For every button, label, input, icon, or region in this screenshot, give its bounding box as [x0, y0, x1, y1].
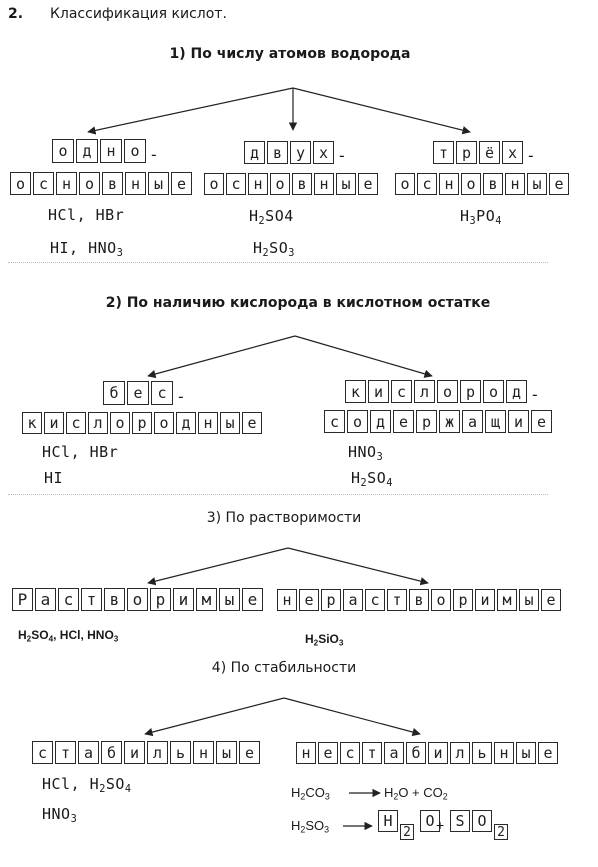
letter-box: е: [531, 410, 552, 433]
section-2-heading: 2) По наличию кислорода в кислотном остатке: [105, 295, 491, 311]
letter-box: д: [244, 141, 265, 164]
letter-box: и: [475, 589, 495, 611]
s3-group-2-word: [277, 589, 563, 611]
letter-box: в: [409, 589, 429, 611]
boxed-word: [32, 741, 262, 764]
letter-box: м: [497, 589, 517, 611]
boxed-word: [296, 742, 560, 764]
reaction-1-reactant: $H_2CO_3$: [291, 785, 330, 802]
letter-box: у: [290, 141, 311, 164]
letter-box: о: [437, 380, 458, 403]
letter-box: с: [32, 741, 53, 764]
letter-box: р: [132, 412, 152, 434]
task-title: Классификация кислот.: [49, 6, 227, 22]
boxed-word: [52, 139, 148, 163]
s2-group-2-word2: [324, 410, 554, 433]
letter-box: е: [239, 741, 260, 764]
letter-box: ы: [519, 589, 539, 611]
boxed-word: [204, 173, 380, 195]
s1-g2-formula-1: $H_2SO4$: [249, 207, 294, 228]
letter-box: е: [393, 410, 414, 433]
letter-box: р: [453, 589, 473, 611]
s3-g1-formula-1: $H_2SO_4$, HCl, $HNO_3$: [18, 628, 119, 644]
letter-box: л: [414, 380, 435, 403]
letter-box: и: [173, 588, 194, 611]
s1-g3-formula-1: $H_3PO_4$: [460, 207, 502, 228]
letter-box: ы: [336, 173, 356, 195]
s1-group-2-word2: [204, 173, 380, 195]
letter-box: о: [154, 412, 174, 434]
letter-box: е: [549, 173, 569, 195]
reaction-1-products: $H_2O + CO_2$: [384, 785, 448, 802]
letter-box: Р: [12, 588, 33, 611]
letter-box: 2: [494, 824, 508, 840]
letter-box: о: [127, 588, 148, 611]
letter-box: и: [44, 412, 64, 434]
letter-box: в: [483, 173, 503, 195]
letter-box: р: [416, 410, 437, 433]
letter-box: е: [541, 589, 561, 611]
letter-box: с: [417, 173, 437, 195]
letter-box: к: [22, 412, 42, 434]
letter-box: о: [483, 380, 504, 403]
letter-box: р: [460, 380, 481, 403]
hyphen: -: [526, 146, 536, 165]
letter-box: о: [52, 139, 74, 163]
letter-box: т: [81, 588, 102, 611]
letter-box: O: [472, 810, 492, 832]
letter-box: а: [343, 589, 363, 611]
letter-box: а: [462, 410, 483, 433]
letter-box: с: [324, 410, 345, 433]
letter-box: е: [358, 173, 378, 195]
arrow-s4-right: [284, 698, 420, 734]
s1-group-3-word2: [395, 173, 571, 195]
letter-box: а: [35, 588, 56, 611]
hyphen: -: [149, 145, 159, 164]
section-1-heading: 1) По числу атомов водорода: [169, 46, 411, 62]
letter-box: H: [378, 810, 398, 832]
letter-box: б: [101, 741, 122, 764]
letter-box: д: [370, 410, 391, 433]
letter-box: н: [439, 173, 459, 195]
letter-box: д: [176, 412, 196, 434]
letter-box: и: [368, 380, 389, 403]
letter-box: л: [147, 741, 168, 764]
letter-box: е: [538, 742, 558, 764]
letter-box: S: [450, 810, 470, 832]
letter-box: д: [76, 139, 98, 163]
letter-box: т: [433, 141, 454, 164]
s4-group-2-word: [296, 742, 560, 764]
letter-box: е: [242, 588, 263, 611]
letter-box: о: [270, 173, 290, 195]
letter-box: в: [292, 173, 312, 195]
section-3-heading: 3) По растворимости: [206, 510, 362, 526]
letter-box: о: [395, 173, 415, 195]
letter-box: р: [321, 589, 341, 611]
letter-box: и: [428, 742, 448, 764]
boxed-word: [10, 172, 194, 195]
boxed-word: [277, 589, 563, 611]
s2-g2-formula-2: $H_2SO_4$: [351, 469, 393, 490]
letter-box: н: [193, 741, 214, 764]
s2-group-1-word2: [22, 412, 264, 434]
arrow-s2-left: [148, 336, 295, 376]
divider: [8, 262, 548, 263]
s1-g1-formula-2: HI, $HNO_3$: [50, 239, 124, 260]
letter-box: а: [384, 742, 404, 764]
letter-box: ё: [479, 141, 500, 164]
letter-box: к: [345, 380, 366, 403]
letter-box: с: [58, 588, 79, 611]
letter-box: ы: [219, 588, 240, 611]
arrow-s3-left: [148, 548, 288, 583]
hyphen: -: [337, 146, 347, 165]
s1-group-1-word1: [52, 139, 159, 163]
arrow-s1-left: [88, 88, 293, 132]
letter-box: н: [277, 589, 297, 611]
letter-box: е: [318, 742, 338, 764]
s1-group-2-word1: [244, 141, 347, 164]
letter-box: с: [340, 742, 360, 764]
boxed-word: [345, 380, 529, 403]
letter-box: O: [420, 810, 440, 832]
letter-box: с: [365, 589, 385, 611]
arrow-s1-right: [293, 88, 470, 132]
boxed-word: [244, 141, 336, 164]
boxed-word: [324, 410, 554, 433]
letter-box: ы: [516, 742, 536, 764]
plus-sign: +: [436, 817, 445, 833]
letter-box: и: [508, 410, 529, 433]
letter-box: о: [461, 173, 481, 195]
letter-box: м: [196, 588, 217, 611]
letter-box: с: [151, 381, 173, 405]
section-4-heading: 4) По стабильности: [211, 660, 357, 676]
letter-box: в: [104, 588, 125, 611]
letter-box: 2: [400, 824, 414, 840]
letter-box: н: [494, 742, 514, 764]
s2-group-2-word1: [345, 380, 540, 403]
letter-box: с: [391, 380, 412, 403]
s1-group-1-word2: [10, 172, 194, 195]
letter-box: е: [171, 172, 192, 195]
letter-box: ь: [170, 741, 191, 764]
letter-box: н: [314, 173, 334, 195]
letter-box: ы: [148, 172, 169, 195]
s3-group-1-word: [12, 588, 265, 611]
letter-box: е: [127, 381, 149, 405]
letter-box: о: [10, 172, 31, 195]
letter-box: в: [267, 141, 288, 164]
letter-box: р: [150, 588, 171, 611]
letter-box: б: [103, 381, 125, 405]
letter-box: о: [79, 172, 100, 195]
hyphen: -: [530, 385, 540, 404]
letter-box: о: [431, 589, 451, 611]
s2-g2-formula-1: $HNO_3$: [348, 443, 384, 464]
letter-box: р: [456, 141, 477, 164]
s1-group-3-word1: [433, 141, 536, 164]
letter-box: н: [296, 742, 316, 764]
document-header: [8, 6, 227, 22]
letter-box: т: [362, 742, 382, 764]
letter-box: д: [506, 380, 527, 403]
s1-g1-formula-1: HCl, HBr: [48, 206, 125, 224]
s4-g1-formula-2: $HNO_3$: [42, 805, 78, 826]
letter-box: е: [242, 412, 262, 434]
letter-box: ь: [472, 742, 492, 764]
letter-box: х: [313, 141, 334, 164]
letter-box: с: [226, 173, 246, 195]
s2-g1-formula-1: HCl, HBr: [42, 443, 119, 461]
letter-box: т: [55, 741, 76, 764]
letter-box: т: [387, 589, 407, 611]
letter-box: о: [124, 139, 146, 163]
reaction-2-reactant: $H_2SO_3$: [291, 818, 330, 835]
letter-box: с: [66, 412, 86, 434]
letter-box: б: [406, 742, 426, 764]
letter-box: ы: [527, 173, 547, 195]
reaction-2-product-water: [378, 810, 445, 840]
s1-g2-formula-2: $H_2SO_3$: [253, 239, 295, 260]
task-number: 2.: [8, 6, 24, 22]
arrow-s4-left: [145, 698, 284, 734]
s4-g1-formula-1: HCl, $H_2SO_4$: [42, 775, 132, 796]
letter-box: н: [505, 173, 525, 195]
letter-box: л: [450, 742, 470, 764]
letter-box: с: [33, 172, 54, 195]
letter-box: щ: [485, 410, 506, 433]
letter-box: н: [248, 173, 268, 195]
hyphen: -: [176, 387, 186, 406]
divider: [8, 494, 548, 495]
letter-box: е: [299, 589, 319, 611]
letter-box: ы: [216, 741, 237, 764]
letter-box: а: [78, 741, 99, 764]
s2-group-1-word1: [103, 381, 186, 405]
boxed-word: [433, 141, 525, 164]
letter-box: н: [56, 172, 77, 195]
letter-box: н: [198, 412, 218, 434]
arrow-s3-right: [288, 548, 428, 583]
letter-box: н: [100, 139, 122, 163]
letter-box: о: [204, 173, 224, 195]
s2-g1-formula-2: HI: [44, 469, 64, 487]
s4-group-1-word: [32, 741, 262, 764]
boxed-word: [103, 381, 175, 405]
letter-box: н: [125, 172, 146, 195]
letter-box: л: [88, 412, 108, 434]
arrow-s2-right: [295, 336, 432, 376]
letter-box: ы: [220, 412, 240, 434]
letter-box: о: [110, 412, 130, 434]
letter-box: х: [502, 141, 523, 164]
boxed-word: [22, 412, 264, 434]
letter-box: и: [124, 741, 145, 764]
letter-box: о: [347, 410, 368, 433]
boxed-word: [12, 588, 265, 611]
s3-g2-formula-1: $H_2SiO_3$: [305, 632, 344, 648]
boxed-word: [395, 173, 571, 195]
reaction-2-product-so2: [450, 810, 510, 840]
letter-box: ж: [439, 410, 460, 433]
letter-box: в: [102, 172, 123, 195]
